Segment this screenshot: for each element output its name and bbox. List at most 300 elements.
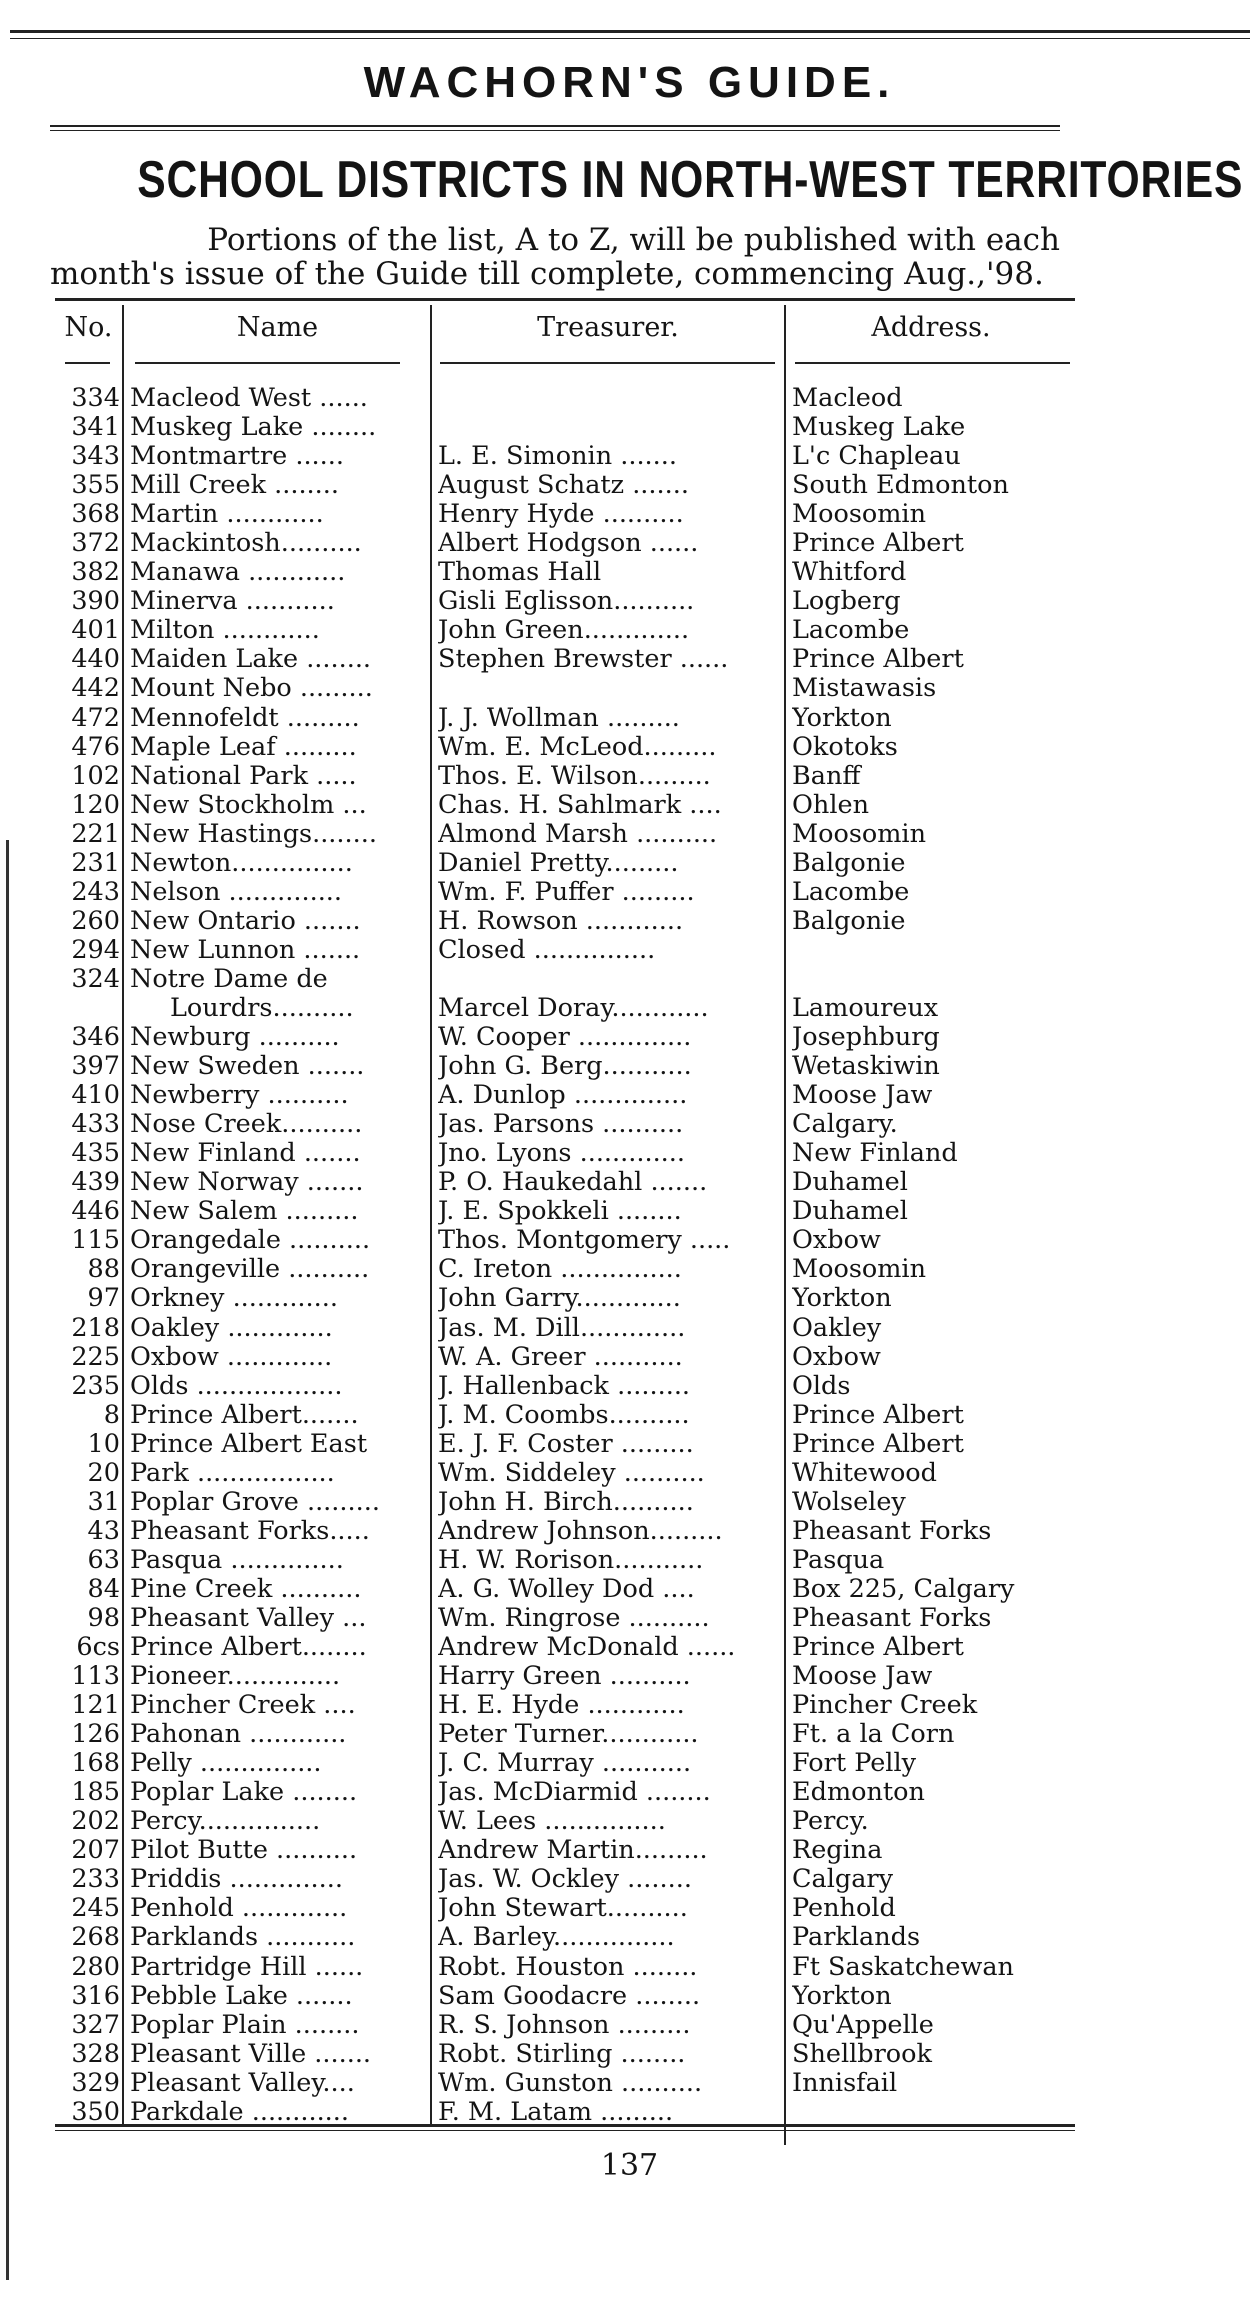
treasurer-name: R. S. Johnson ......... — [438, 2010, 691, 2040]
district-name: Park ................. — [130, 1458, 335, 1488]
table-row — [0, 762, 1259, 791]
table-row — [0, 1459, 1259, 1488]
top-border-rule — [10, 30, 1250, 33]
treasurer-address: Oxbow — [792, 1226, 881, 1256]
treasurer-name: Andrew McDonald ...... — [438, 1633, 736, 1663]
treasurer-address: Prince Albert — [792, 1400, 964, 1430]
treasurer-address: Innisfail — [792, 2068, 898, 2098]
treasurer-name: Robt. Stirling ........ — [438, 2039, 686, 2069]
treasurer-address: Moosomin — [792, 1255, 927, 1285]
table-row — [0, 878, 1259, 907]
district-name: New Norway ....... — [130, 1168, 364, 1198]
table-row — [0, 384, 1259, 413]
district-number: 316 — [71, 1981, 120, 2011]
district-number: 329 — [71, 2068, 120, 2098]
district-name: Parkdale ............ — [130, 2097, 350, 2127]
treasurer-address: Moosomin — [792, 819, 927, 849]
district-name: Pleasant Valley.... — [130, 2068, 355, 2098]
district-name: Prince Albert....... — [130, 1400, 359, 1430]
table-row — [0, 1865, 1259, 1894]
treasurer-name: John Garry............. — [438, 1284, 681, 1314]
district-number: 327 — [71, 2010, 120, 2040]
treasurer-address: Mistawasis — [792, 674, 937, 704]
district-name: Pioneer.............. — [130, 1662, 341, 1692]
table-row — [0, 1372, 1259, 1401]
district-number: 346 — [71, 1023, 120, 1053]
district-name: Minerva ........... — [130, 587, 335, 617]
district-name: Maple Leaf ......... — [130, 732, 357, 762]
table-row — [0, 1604, 1259, 1633]
treasurer-address: Ft Saskatchewan — [792, 1952, 1014, 1982]
treasurer-address: Prince Albert — [792, 645, 964, 675]
district-number: 115 — [71, 1226, 120, 1256]
treasurer-name: Closed ............... — [438, 935, 656, 965]
treasurer-name: John Stewart.......... — [438, 1894, 688, 1924]
table-row — [0, 2011, 1259, 2040]
table-row — [0, 1401, 1259, 1430]
treasurer-name: John Green............. — [438, 616, 690, 646]
district-number: 233 — [71, 1865, 120, 1895]
table-row — [0, 994, 1259, 1023]
district-name: Mill Creek ........ — [130, 471, 339, 501]
district-name: Pilot Butte .......... — [130, 1836, 358, 1866]
district-number: 442 — [71, 674, 120, 704]
treasurer-name: Almond Marsh .......... — [438, 819, 718, 849]
treasurer-address: Fort Pelly — [792, 1749, 917, 1779]
table-row — [0, 1430, 1259, 1459]
treasurer-name: J. E. Spokkeli ........ — [438, 1197, 682, 1227]
district-number: 260 — [71, 906, 120, 936]
district-number: 368 — [71, 500, 120, 530]
district-name: Mennofeldt ......... — [130, 703, 360, 733]
table-row — [0, 1226, 1259, 1255]
treasurer-name: H. E. Hyde ............ — [438, 1691, 685, 1721]
treasurer-name: Jas. Parsons .......... — [438, 1110, 684, 1140]
treasurer-address: Macleod — [792, 384, 903, 413]
table-row — [0, 1168, 1259, 1197]
table-row — [0, 2098, 1259, 2127]
district-name: Prince Albert East — [130, 1429, 368, 1459]
treasurer-name: A. Dunlop .............. — [438, 1081, 688, 1111]
district-name: Pine Creek .......... — [130, 1574, 362, 1604]
table-row — [0, 1110, 1259, 1139]
treasurer-address: Oxbow — [792, 1342, 881, 1372]
district-name: Orangedale .......... — [130, 1226, 371, 1256]
district-number: 280 — [71, 1952, 120, 1982]
district-number: 88 — [87, 1255, 120, 1285]
table-row — [0, 558, 1259, 587]
treasurer-name: Wm. Gunston .......... — [438, 2068, 703, 2098]
district-number: 476 — [71, 732, 120, 762]
district-number: 20 — [87, 1458, 120, 1488]
district-number: 472 — [71, 703, 120, 733]
district-number: 397 — [71, 1052, 120, 1082]
table-row — [0, 645, 1259, 674]
treasurer-address: Yorkton — [792, 1284, 892, 1314]
treasurer-address: L'c Chapleau — [792, 442, 961, 472]
header-underline-no — [65, 362, 110, 364]
district-number: 324 — [71, 964, 120, 994]
district-name: Poplar Plain ........ — [130, 2010, 360, 2040]
guide-title-rule — [50, 125, 1060, 127]
district-name: Olds .................. — [130, 1371, 343, 1401]
treasurer-address: Duhamel — [792, 1168, 908, 1198]
subtitle-line-1: Portions of the list, A to Z, will be published with each — [207, 222, 1060, 258]
treasurer-address: Percy. — [792, 1807, 869, 1837]
district-number: 343 — [71, 442, 120, 472]
page-title: SCHOOL DISTRICTS IN NORTH-WEST TERRITORIES — [137, 151, 1244, 209]
header-underline-treasurer — [440, 362, 775, 364]
treasurer-name: C. Ireton ............... — [438, 1255, 682, 1285]
treasurer-address: Olds — [792, 1371, 851, 1401]
treasurer-address: Prince Albert — [792, 529, 964, 559]
treasurer-name: Chas. H. Sahlmark .... — [438, 790, 722, 820]
treasurer-name: Andrew Johnson......... — [438, 1516, 723, 1546]
treasurer-name: A. Barley............... — [438, 1923, 675, 1953]
treasurer-name: H. W. Rorison........... — [438, 1545, 704, 1575]
treasurer-name: Andrew Martin......... — [438, 1836, 708, 1866]
district-name: Newton............... — [130, 848, 353, 878]
treasurer-name: W. A. Greer ........... — [438, 1342, 683, 1372]
district-name: Pahonan ............ — [130, 1720, 347, 1750]
treasurer-name: A. G. Wolley Dod .... — [438, 1574, 695, 1604]
table-row — [0, 849, 1259, 878]
table-bottom-rule — [55, 2124, 1075, 2127]
treasurer-name: E. J. F. Coster ......... — [438, 1429, 694, 1459]
treasurer-address: Edmonton — [792, 1778, 925, 1808]
district-number: 350 — [71, 2097, 120, 2127]
table-bottom-rule-thin — [55, 2130, 1075, 2131]
treasurer-name: August Schatz ....... — [438, 471, 689, 501]
header-underline-address — [795, 362, 1070, 364]
table-row — [0, 1836, 1259, 1865]
treasurer-address: Josephburg — [792, 1023, 940, 1053]
district-name: Orkney ............. — [130, 1284, 338, 1314]
treasurer-name: Wm. E. McLeod......... — [438, 732, 717, 762]
district-number: 98 — [87, 1603, 120, 1633]
treasurer-name: Jas. McDiarmid ........ — [438, 1778, 711, 1808]
district-number: 225 — [71, 1342, 120, 1372]
district-number: 97 — [87, 1284, 120, 1314]
treasurer-name: Jas. W. Ockley ........ — [438, 1865, 692, 1895]
table-row — [0, 1314, 1259, 1343]
district-name: Manawa ............ — [130, 558, 346, 588]
table-row — [0, 587, 1259, 616]
district-name: Nose Creek.......... — [130, 1110, 363, 1140]
treasurer-address: Lacombe — [792, 877, 910, 907]
district-number: 294 — [71, 935, 120, 965]
district-number: 235 — [71, 1371, 120, 1401]
treasurer-name: John G. Berg........... — [438, 1052, 692, 1082]
table-row — [0, 820, 1259, 849]
table-row — [0, 1807, 1259, 1836]
table-row — [0, 1488, 1259, 1517]
column-header-no: No. — [64, 312, 113, 343]
district-number: 446 — [71, 1197, 120, 1227]
district-name: Priddis .............. — [130, 1865, 343, 1895]
treasurer-name: Daniel Pretty......... — [438, 848, 679, 878]
treasurer-name: Albert Hodgson ...... — [438, 529, 699, 559]
table-row — [0, 907, 1259, 936]
table-row — [0, 1778, 1259, 1807]
district-name: Notre Dame de — [130, 964, 328, 994]
district-number: 433 — [71, 1110, 120, 1140]
treasurer-address: Pasqua — [792, 1545, 885, 1575]
district-number: 231 — [71, 848, 120, 878]
table-row — [0, 442, 1259, 471]
district-number: 382 — [71, 558, 120, 588]
district-name: New Salem ......... — [130, 1197, 359, 1227]
table-row — [0, 936, 1259, 965]
table-row — [0, 1255, 1259, 1284]
district-number: 218 — [71, 1313, 120, 1343]
treasurer-name: W. Cooper .............. — [438, 1023, 692, 1053]
district-number: 401 — [71, 616, 120, 646]
district-name: Pelly ............... — [130, 1749, 322, 1779]
table-row — [0, 529, 1259, 558]
treasurer-name: Thomas Hall — [438, 558, 602, 588]
treasurer-name: Jas. M. Dill............. — [438, 1313, 686, 1343]
district-number: 268 — [71, 1923, 120, 1953]
district-number: 84 — [87, 1574, 120, 1604]
district-number: 43 — [87, 1516, 120, 1546]
treasurer-name: Stephen Brewster ...... — [438, 645, 729, 675]
district-number: 435 — [71, 1139, 120, 1169]
treasurer-name: Sam Goodacre ........ — [438, 1981, 701, 2011]
district-name: National Park ..... — [130, 761, 357, 791]
treasurer-address: Lamoureux — [792, 993, 939, 1023]
treasurer-address: Wetaskiwin — [792, 1052, 940, 1082]
district-name: Penhold ............. — [130, 1894, 348, 1924]
district-number: 63 — [87, 1545, 120, 1575]
table-row — [0, 1052, 1259, 1081]
treasurer-address: Logberg — [792, 587, 901, 617]
district-name: Poplar Grove ......... — [130, 1487, 380, 1517]
treasurer-address: Whitford — [792, 558, 907, 588]
table-row — [0, 1517, 1259, 1546]
column-header-name: Name — [236, 312, 319, 343]
table-row — [0, 1197, 1259, 1226]
treasurer-address: Balgonie — [792, 848, 906, 878]
district-number: 126 — [71, 1720, 120, 1750]
district-name: Newberry .......... — [130, 1081, 349, 1111]
district-number: 10 — [87, 1429, 120, 1459]
district-name: Parklands ........... — [130, 1923, 356, 1953]
treasurer-address: Muskeg Lake — [792, 413, 966, 443]
district-number: 207 — [71, 1836, 120, 1866]
district-number: 245 — [71, 1894, 120, 1924]
district-name: New Ontario ....... — [130, 906, 361, 936]
treasurer-address: Moosomin — [792, 500, 927, 530]
table-row — [0, 1284, 1259, 1313]
table-row — [0, 1894, 1259, 1923]
treasurer-address: Prince Albert — [792, 1633, 964, 1663]
district-name: Martin ............ — [130, 500, 324, 530]
district-name: New Hastings........ — [130, 819, 377, 849]
table-row — [0, 2040, 1259, 2069]
district-name: Nelson .............. — [130, 877, 343, 907]
table-row — [0, 616, 1259, 645]
treasurer-address: Okotoks — [792, 732, 898, 762]
district-number: 243 — [71, 877, 120, 907]
district-name: Mackintosh.......... — [130, 529, 362, 559]
table-row — [0, 1953, 1259, 1982]
column-header-address: Address. — [871, 312, 991, 343]
district-name: Orangeville .......... — [130, 1255, 370, 1285]
district-number: 334 — [71, 384, 120, 413]
treasurer-name: F. M. Latam ......... — [438, 2097, 674, 2127]
table-row — [0, 471, 1259, 500]
district-name: Pasqua .............. — [130, 1545, 344, 1575]
page-number: 137 — [600, 2148, 659, 2183]
district-name: Partridge Hill ...... — [130, 1952, 364, 1982]
table-row — [0, 500, 1259, 529]
treasurer-address: Prince Albert — [792, 1429, 964, 1459]
treasurer-name: Jno. Lyons ............. — [438, 1139, 685, 1169]
district-number: 221 — [71, 819, 120, 849]
treasurer-name: Wm. Ringrose .......... — [438, 1603, 710, 1633]
district-number: 390 — [71, 587, 120, 617]
table-row — [0, 1081, 1259, 1110]
district-number: 328 — [71, 2039, 120, 2069]
treasurer-name: Thos. E. Wilson......... — [438, 761, 711, 791]
table-row — [0, 733, 1259, 762]
district-name: New Finland ....... — [130, 1139, 361, 1169]
treasurer-address: Ft. a la Corn — [792, 1720, 955, 1750]
treasurer-name: J. M. Coombs.......... — [438, 1400, 690, 1430]
treasurer-name: John H. Birch.......... — [438, 1487, 694, 1517]
district-number: 6cs — [76, 1633, 120, 1663]
treasurer-address: Shellbrook — [792, 2039, 932, 2069]
treasurer-address: Ohlen — [792, 790, 869, 820]
district-number: 185 — [71, 1778, 120, 1808]
district-number: 102 — [71, 761, 120, 791]
treasurer-name: P. O. Haukedahl ....... — [438, 1168, 708, 1198]
district-name: Macleod West ...... — [130, 384, 368, 413]
treasurer-name: Wm. F. Puffer ......... — [438, 877, 695, 907]
district-name: Pebble Lake ....... — [130, 1981, 353, 2011]
treasurer-address: Box 225, Calgary — [792, 1574, 1015, 1604]
table-row — [0, 1546, 1259, 1575]
treasurer-address: Yorkton — [792, 1981, 892, 2011]
district-name: Maiden Lake ........ — [130, 645, 372, 675]
table-row — [0, 1691, 1259, 1720]
treasurer-address: Pheasant Forks — [792, 1603, 992, 1633]
treasurer-name: W. Lees ............... — [438, 1807, 666, 1837]
table-row — [0, 791, 1259, 820]
treasurer-address: Whitewood — [792, 1458, 937, 1488]
district-number: 341 — [71, 413, 120, 443]
district-name: Pheasant Forks..... — [130, 1516, 370, 1546]
treasurer-name: J. J. Wollman ......... — [438, 703, 680, 733]
treasurer-name: Henry Hyde .......... — [438, 500, 684, 530]
district-name: Oxbow ............. — [130, 1342, 333, 1372]
district-name: Mount Nebo ......... — [130, 674, 373, 704]
district-number: 355 — [71, 471, 120, 501]
district-name: New Stockholm ... — [130, 790, 367, 820]
district-number: 113 — [71, 1662, 120, 1692]
treasurer-address: Oakley — [792, 1313, 882, 1343]
district-number: 121 — [71, 1691, 120, 1721]
treasurer-name: Marcel Doray............ — [438, 993, 709, 1023]
treasurer-name: J. C. Murray ........... — [438, 1749, 692, 1779]
table-row — [0, 1633, 1259, 1662]
top-border-rule-thin — [10, 38, 1250, 39]
table-row — [0, 413, 1259, 442]
treasurer-address: Moose Jaw — [792, 1662, 933, 1692]
guide-title-rule-thin — [50, 130, 1060, 131]
treasurer-address: Lacombe — [792, 616, 910, 646]
district-number: 31 — [87, 1487, 120, 1517]
district-name: Milton ............ — [130, 616, 320, 646]
treasurer-address: Qu'Appelle — [792, 2010, 934, 2040]
table-row — [0, 965, 1259, 994]
table-row — [0, 1575, 1259, 1604]
district-name: Newburg .......... — [130, 1023, 340, 1053]
district-name: Muskeg Lake ........ — [130, 413, 377, 443]
table-row — [0, 1982, 1259, 2011]
table-row — [0, 704, 1259, 733]
district-number: 8 — [103, 1400, 120, 1430]
treasurer-name: Robt. Houston ........ — [438, 1952, 698, 1982]
treasurer-name: L. E. Simonin ....... — [438, 442, 677, 472]
table-row — [0, 2069, 1259, 2098]
district-name: Prince Albert........ — [130, 1633, 367, 1663]
treasurer-name: Harry Green .......... — [438, 1662, 691, 1692]
district-number: 202 — [71, 1807, 120, 1837]
subtitle-line-2: month's issue of the Guide till complete, commencing Aug.,'98. — [50, 256, 1044, 292]
treasurer-address: Pincher Creek — [792, 1691, 978, 1721]
treasurer-address: Pheasant Forks — [792, 1516, 992, 1546]
guide-title: WACHORN'S GUIDE. — [363, 58, 896, 107]
district-number: 372 — [71, 529, 120, 559]
table-row — [0, 1139, 1259, 1168]
treasurer-name: Gisli Eglisson.......... — [438, 587, 695, 617]
column-header-treasurer: Treasurer. — [537, 312, 679, 343]
table-top-rule — [55, 298, 1075, 301]
district-number: 410 — [71, 1081, 120, 1111]
treasurer-name: J. Hallenback ......... — [438, 1371, 691, 1401]
district-name: Poplar Lake ........ — [130, 1778, 358, 1808]
district-name: Lourdrs.......... — [170, 993, 354, 1023]
table-row — [0, 1720, 1259, 1749]
treasurer-address: Regina — [792, 1836, 883, 1866]
district-name: Montmartre ...... — [130, 442, 344, 472]
treasurer-address: Banff — [792, 761, 861, 791]
district-name: New Sweden ....... — [130, 1052, 365, 1082]
header-underline-name — [135, 362, 400, 364]
district-name: New Lunnon ....... — [130, 935, 361, 965]
district-number: 440 — [71, 645, 120, 675]
table-row — [0, 1343, 1259, 1372]
table-row — [0, 1662, 1259, 1691]
district-name: Pheasant Valley ... — [130, 1603, 367, 1633]
district-name: Percy............... — [130, 1807, 321, 1837]
district-number: 439 — [71, 1168, 120, 1198]
table-row — [0, 674, 1259, 703]
school-district-table-body — [0, 384, 1259, 2127]
treasurer-name: Thos. Montgomery ..... — [438, 1226, 731, 1256]
treasurer-address: Calgary — [792, 1865, 893, 1895]
treasurer-name: Peter Turner............ — [438, 1720, 699, 1750]
district-name: Pleasant Ville ....... — [130, 2039, 372, 2069]
treasurer-address: Wolseley — [792, 1487, 906, 1517]
treasurer-address: Yorkton — [792, 703, 892, 733]
treasurer-address: Penhold — [792, 1894, 896, 1924]
treasurer-address: Calgary. — [792, 1110, 898, 1140]
treasurer-address: Parklands — [792, 1923, 921, 1953]
table-row — [0, 1923, 1259, 1952]
